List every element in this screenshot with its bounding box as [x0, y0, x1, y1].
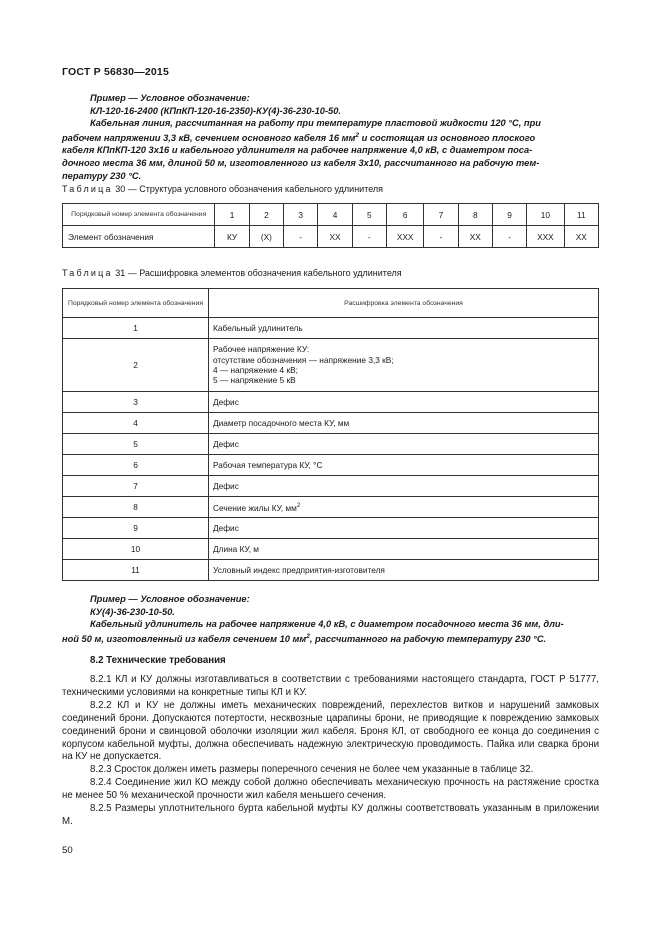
- paragraph-8-2-4: 8.2.4 Соединение жил КО между собой должно обеспечивать механическую прочность на растяжение сростка не менее 50 % механической прочности жил кабеля меньшего сечения.: [62, 777, 599, 802]
- table-31-header-col1: Порядковый номер элемента обозначения: [63, 289, 209, 318]
- table-31-num: 8: [63, 497, 209, 518]
- table-30-cell: КУ: [215, 226, 249, 248]
- table-30-header-cell: 9: [492, 204, 526, 226]
- table-30-header-cell: 10: [527, 204, 564, 226]
- table-31-text: Дефис: [209, 434, 599, 455]
- example-1-heading: Пример — Условное обозначение:: [90, 93, 250, 103]
- table-30-header-label: Порядковый номер элемента обозначения: [63, 204, 215, 226]
- table-30-row-label: Элемент обозначения: [63, 226, 215, 248]
- table-30-cell: ХХ: [564, 226, 598, 248]
- table-31-text: Условный индекс предприятия-изготовителя: [209, 560, 599, 581]
- example-1-line-4: дочного места 36 мм, длиной 50 м, изготовленного из кабеля 3х10, рассчитанного на рабочую тем-: [62, 158, 540, 169]
- example-2-code: КУ(4)-36-230-10-50.: [90, 606, 175, 617]
- table-31-num: 1: [63, 318, 209, 339]
- page-number: 50: [62, 845, 73, 856]
- table-30-cell: -: [424, 226, 458, 248]
- table-31-row: [63, 476, 599, 497]
- table-31-text: Рабочее напряжение КУ: отсутствие обозначения — напряжение 3,3 кВ; 4 — напряжение 4 кВ; 5 — напряжение 5 кВ: [209, 339, 599, 392]
- table-31-text: Сечение жилы КУ, $мм^2$: [209, 497, 599, 518]
- paragraph-8-2-5: 8.2.5 Размеры уплотнительного бурта кабельной муфты КУ должны соответствовать указанным в приложении М.: [62, 803, 599, 827]
- table-30-header-row: [63, 204, 599, 226]
- table-31-row: [63, 518, 599, 539]
- table-31-caption: Таблица 31 — Расшифровка элементов обозначения кабельного удлинителя: [62, 268, 402, 278]
- table-30-cell: (Х): [249, 226, 283, 248]
- table-31-header-row: [63, 289, 599, 318]
- paragraph-8-2-3: 8.2.3 Сросток должен иметь размеры поперечного сечения не более чем указанные в таблице 32.: [90, 764, 534, 776]
- table-30-row: [63, 226, 599, 248]
- paragraph-8-2-2: 8.2.2 КЛ и КУ не должны иметь механических повреждений, перехлестов витков и нарушений замковых соединений брони. Допускаются потертости, несквозные царапины брони, не приводящие к повреждению замковых соединений брони и свинцовой оболочки изоляции жил кабеля. Броня КЛ, от свободного ее конца до соединения с корпусом кабельной муфты, должна обеспечивать надежную электрическую проводимость. Пайка или сварка брони на КУ не допускается.: [62, 699, 599, 763]
- table-30-caption: Таблица 30 — Структура условного обозначения кабельного удлинителя: [62, 184, 384, 194]
- table-31-text: Дефис: [209, 392, 599, 413]
- document-header: ГОСТ Р 56830—2015: [62, 66, 170, 78]
- table-30-header-cell: 8: [458, 204, 492, 226]
- table-31-text: Дефис: [209, 518, 599, 539]
- table-30-header-cell: 6: [386, 204, 423, 226]
- example-1: [62, 92, 600, 182]
- example-1-line-5: пературу 230 °С.: [62, 170, 142, 181]
- table-31-row: [63, 339, 599, 392]
- example-2-line-1: Кабельный удлинитель на рабочее напряжение 4,0 кВ, с диаметром посадочного места 36 мм, дли-: [90, 619, 564, 630]
- table-30-header-cell: 1: [215, 204, 249, 226]
- table-30-header-cell: 4: [318, 204, 352, 226]
- table-31-row: [63, 318, 599, 339]
- table-30-cell: ХХ: [458, 226, 492, 248]
- table-31-text: Длина КУ, м: [209, 539, 599, 560]
- table-31-row: [63, 560, 599, 581]
- table-30-cell: -: [492, 226, 526, 248]
- table-30: [62, 203, 599, 248]
- example-2: [62, 593, 600, 645]
- table-30-cell: ХХ: [318, 226, 352, 248]
- section-title: 8.2 Технические требования: [90, 655, 226, 666]
- section-body: [62, 674, 599, 829]
- table-30-header-cell: 3: [284, 204, 318, 226]
- table-31-num: 9: [63, 518, 209, 539]
- table-31-num: 10: [63, 539, 209, 560]
- table-30-header-cell: 7: [424, 204, 458, 226]
- table-31-num: 6: [63, 455, 209, 476]
- example-1-line-3: кабеля КПпКП-120 3х16 и кабельного удлинителя на рабочее напряжение 4,0 кВ, с диаметром поса-: [62, 145, 533, 156]
- table-30-header-cell: 2: [249, 204, 283, 226]
- table-31-row: [63, 455, 599, 476]
- table-30-cell: ХХХ: [386, 226, 423, 248]
- example-1-line-2: рабочем напряжении 3,3 кВ, сечением основного кабеля 16 $мм^2$ и состоящая из основного плоского: [62, 131, 536, 143]
- table-31-text: Рабочая температура КУ, °С: [209, 455, 599, 476]
- example-1-line-1: Кабельная линия, рассчитанная на работу при температуре пластовой жидкости 120 °С, при: [90, 118, 541, 129]
- table-31-row: [63, 434, 599, 455]
- table-31-row: [63, 539, 599, 560]
- table-31-text: Диаметр посадочного места КУ, мм: [209, 413, 599, 434]
- example-1-code: КЛ-120-16-2400 (КПпКП-120-16-2350)-КУ(4)-36-230-10-50.: [90, 105, 341, 116]
- table-31-text: Кабельный удлинитель: [209, 318, 599, 339]
- table-31-num: 4: [63, 413, 209, 434]
- table-30-cell: ХХХ: [527, 226, 564, 248]
- table-31-row: [63, 497, 599, 518]
- table-31-num: 2: [63, 339, 209, 392]
- table-31-num: 7: [63, 476, 209, 497]
- table-30-header-cell: 11: [564, 204, 598, 226]
- example-2-line-2: ной 50 м, изготовленный из кабеля сечением 10 $мм^2$, рассчитанного на рабочую температуру 230 °С.: [62, 632, 547, 644]
- table-31: [62, 288, 599, 581]
- table-31-num: 5: [63, 434, 209, 455]
- table-30-cell: -: [352, 226, 386, 248]
- table-31-num: 3: [63, 392, 209, 413]
- paragraph-8-2-1: 8.2.1 КЛ и КУ должны изготавливаться в соответствии с требованиями настоящего стандарта, ГОСТ Р 51777, техническими условиями на конкретные типы КЛ и КУ.: [62, 674, 599, 698]
- table-30-cell: -: [284, 226, 318, 248]
- table-31-text: Дефис: [209, 476, 599, 497]
- example-2-heading: Пример — Условное обозначение:: [90, 594, 250, 604]
- table-31-row: [63, 413, 599, 434]
- table-30-header-cell: 5: [352, 204, 386, 226]
- table-31-header-col2: Расшифровка элемента обозначения: [209, 289, 599, 318]
- table-31-num: 11: [63, 560, 209, 581]
- table-31-row: [63, 392, 599, 413]
